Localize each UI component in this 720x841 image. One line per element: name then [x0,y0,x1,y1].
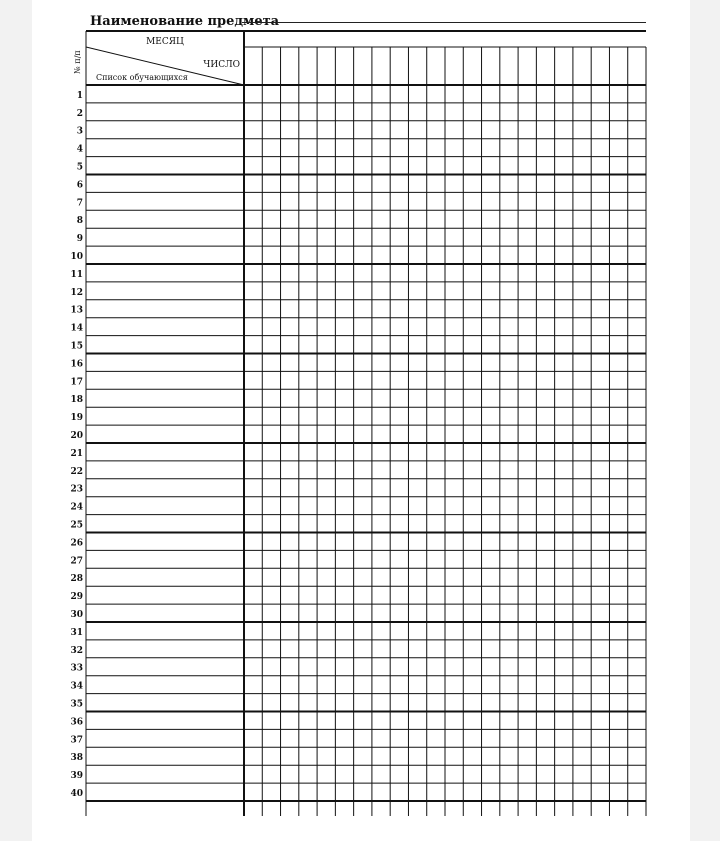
row-number: 40 [70,789,83,799]
row-number: 13 [70,305,83,316]
row-number-label: № п/п [73,50,82,74]
students-list-label: Список обучающихся [96,73,188,82]
row-number: 21 [70,448,83,459]
row-number: 33 [70,663,83,674]
row-number: 8 [76,216,83,227]
row-number: 20 [70,431,83,441]
row-number: 39 [70,771,83,782]
month-label: МЕСЯЦ [146,37,184,47]
row-number: 15 [70,341,83,352]
row-number: 11 [70,269,83,280]
row-number: 22 [70,466,83,477]
row-number: 5 [76,162,83,173]
row-number: 26 [70,538,83,549]
row-number: 23 [70,484,83,495]
row-number: 28 [70,574,83,585]
row-number: 29 [70,592,83,603]
day-label: ЧИСЛО [203,60,240,70]
row-number: 7 [76,198,83,209]
row-number: 32 [70,645,83,656]
grid-lines [86,31,646,816]
row-number: 27 [70,556,83,567]
row-number: 12 [70,287,83,298]
row-number: 9 [76,234,83,245]
row-number: 19 [70,413,83,424]
row-number: 37 [70,735,83,746]
row-number: 17 [70,377,83,388]
subject-title: Наименование предмета [90,14,280,29]
row-number: 3 [76,126,83,137]
row-number: 25 [70,520,83,531]
row-number: 10 [70,252,83,262]
row-number: 24 [70,502,83,513]
row-number: 2 [76,108,83,119]
row-number: 1 [76,90,83,101]
row-number: 6 [76,180,83,191]
row-number: 35 [70,699,83,710]
row-number: 30 [70,610,83,620]
row-number: 34 [70,681,83,692]
row-number: 14 [70,323,83,334]
row-number: 38 [70,753,83,764]
row-number: 36 [70,717,83,728]
row-number: 16 [70,359,83,370]
row-number: 18 [70,395,83,406]
row-number: 4 [76,144,83,155]
row-numbers [70,91,83,799]
row-number: 31 [70,627,83,638]
